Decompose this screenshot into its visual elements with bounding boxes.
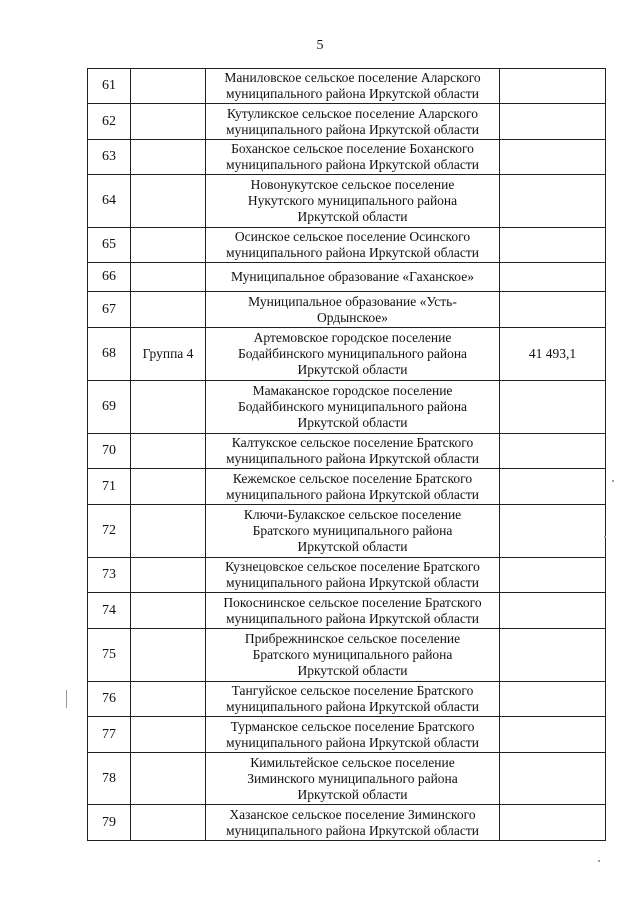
municipality-name (206, 629, 500, 682)
group-cell (131, 717, 206, 753)
row-number: 61 (88, 69, 131, 104)
row-number: 64 (88, 175, 131, 228)
group-cell (131, 805, 206, 841)
name-line: Турманское сельское поселение Братского (230, 718, 475, 734)
amount-cell (500, 381, 606, 434)
table-row (88, 593, 606, 629)
name-line: Калтукское сельское поселение Братского (231, 435, 474, 450)
group-cell (131, 104, 206, 140)
table-row (88, 228, 606, 263)
municipality-name (206, 263, 500, 292)
municipality-name (206, 469, 500, 505)
municipality-name (206, 175, 500, 228)
municipality-name (206, 753, 500, 805)
group-cell (131, 505, 206, 558)
name-line: Нукутского муниципального района (247, 193, 458, 208)
row-number: 69 (88, 381, 131, 434)
table-row (88, 263, 606, 292)
amount-cell (500, 263, 606, 292)
name-line: Ордынское» (316, 309, 388, 325)
row-number: 63 (88, 140, 131, 175)
name-line: Братского муниципального района (252, 647, 453, 662)
group-cell (131, 558, 206, 593)
table-row (88, 381, 606, 434)
name-line: муниципального района Иркутской области (225, 245, 480, 260)
municipality-name (206, 328, 500, 381)
amount-cell (500, 228, 606, 263)
name-line: муниципального района Иркутской области (225, 822, 480, 838)
name-line: муниципального района Иркутской области (225, 699, 480, 714)
municipality-name (206, 140, 500, 175)
municipality-name (206, 505, 500, 558)
municipality-name (206, 682, 500, 717)
group-cell (131, 175, 206, 228)
group-cell (131, 140, 206, 175)
name-line: Маниловское сельское поселение Аларского (224, 70, 481, 85)
row-number: 72 (88, 505, 131, 558)
name-line: Иркутской области (297, 786, 408, 802)
row-number: 71 (88, 469, 131, 505)
group-cell (131, 263, 206, 292)
name-line: Кимильтейское сельское поселение (250, 754, 455, 770)
name-line: Ключи-Булакское сельское поселение (243, 507, 462, 522)
row-number: 75 (88, 629, 131, 682)
table-row (88, 505, 606, 558)
row-number: 79 (88, 805, 131, 841)
name-line: муниципального района Иркутской области (225, 486, 480, 502)
group-cell (131, 69, 206, 104)
name-line: Зиминского муниципального района (247, 770, 458, 786)
group-cell (131, 682, 206, 717)
group-cell (131, 629, 206, 682)
amount-cell (500, 175, 606, 228)
amount-cell (500, 753, 606, 805)
name-line: Кузнецовское сельское поселение Братского (225, 559, 480, 574)
scan-mark (66, 690, 67, 708)
table-row (88, 805, 606, 841)
table-row (88, 434, 606, 469)
row-number: 78 (88, 753, 131, 805)
table-row (88, 753, 606, 805)
municipality-name (206, 558, 500, 593)
municipality-name (206, 228, 500, 263)
name-line: Иркутской области (297, 362, 408, 377)
municipality-name (206, 434, 500, 469)
municipality-table (87, 68, 606, 841)
name-line: Мамаканское городское поселение (252, 383, 453, 398)
table-row (88, 328, 606, 381)
amount-cell (500, 629, 606, 682)
table-row (88, 558, 606, 593)
name-line: Муниципальное образование «Гаханское» (231, 269, 474, 284)
name-line: Иркутской области (297, 415, 408, 430)
municipality-name (206, 69, 500, 104)
name-line: Кутуликское сельское поселение Аларского (227, 105, 478, 121)
group-cell (131, 228, 206, 263)
group-cell: Группа 4 (131, 328, 206, 381)
name-line: Кежемское сельское поселение Братского (232, 470, 473, 486)
group-cell (131, 434, 206, 469)
name-line: Иркутской области (297, 663, 408, 678)
row-number: 66 (88, 263, 131, 292)
name-line: Боханское сельское поселение Боханского (231, 141, 474, 156)
municipality-name (206, 593, 500, 629)
name-line: Бодайбинского муниципального района (237, 399, 468, 414)
name-line: Братского муниципального района (252, 523, 453, 538)
table-row (88, 104, 606, 140)
table-row (88, 175, 606, 228)
amount-cell (500, 469, 606, 505)
name-line: Осинское сельское поселение Осинского (234, 229, 471, 244)
row-number: 74 (88, 593, 131, 629)
name-line: Тангуйское сельское поселение Братского (231, 683, 474, 698)
row-number: 62 (88, 104, 131, 140)
name-line: Новонукутское сельское поселение (250, 177, 455, 192)
municipality-name (206, 292, 500, 328)
amount-cell (500, 140, 606, 175)
table-row (88, 292, 606, 328)
amount-cell (500, 717, 606, 753)
municipality-name (206, 381, 500, 434)
table-row (88, 682, 606, 717)
group-cell (131, 469, 206, 505)
name-line: Муниципальное образование «Усть- (248, 293, 457, 309)
table-row (88, 69, 606, 104)
name-line: Прибрежнинское сельское поселение (244, 631, 461, 646)
group-cell (131, 381, 206, 434)
municipality-name (206, 104, 500, 140)
row-number: 76 (88, 682, 131, 717)
name-line: Артемовское городское поселение (253, 330, 452, 345)
row-number: 65 (88, 228, 131, 263)
table-row (88, 469, 606, 505)
amount-cell (500, 593, 606, 629)
name-line: муниципального района Иркутской области (225, 610, 480, 626)
name-line: Иркутской области (297, 539, 408, 554)
name-line: Хазанское сельское поселение Зиминского (229, 806, 476, 822)
row-number: 70 (88, 434, 131, 469)
amount-cell (500, 805, 606, 841)
row-number: 73 (88, 558, 131, 593)
table-body (88, 69, 606, 841)
amount-cell (500, 682, 606, 717)
name-line: муниципального района Иркутской области (225, 734, 480, 750)
table-row (88, 629, 606, 682)
name-line: Покоснинское сельское поселение Братского (223, 594, 482, 610)
scan-mark (604, 536, 606, 538)
amount-cell (500, 434, 606, 469)
table-row (88, 140, 606, 175)
name-line: Бодайбинского муниципального района (237, 346, 468, 361)
group-cell (131, 753, 206, 805)
amount-cell (500, 104, 606, 140)
name-line: муниципального района Иркутской области (225, 121, 480, 137)
amount-cell (500, 558, 606, 593)
municipality-name (206, 717, 500, 753)
name-line: муниципального района Иркутской области (225, 575, 480, 590)
row-number: 77 (88, 717, 131, 753)
scan-mark (598, 860, 600, 862)
scan-mark (612, 480, 614, 482)
amount-cell (500, 292, 606, 328)
group-cell (131, 292, 206, 328)
municipality-name (206, 805, 500, 841)
amount-cell: 41 493,1 (500, 328, 606, 381)
group-cell (131, 593, 206, 629)
row-number: 68 (88, 328, 131, 381)
amount-cell (500, 505, 606, 558)
name-line: муниципального района Иркутской области (225, 157, 480, 172)
name-line: муниципального района Иркутской области (225, 451, 480, 466)
page-number: 5 (316, 38, 324, 53)
name-line: муниципального района Иркутской области (225, 86, 480, 101)
name-line: Иркутской области (297, 209, 408, 224)
row-number: 67 (88, 292, 131, 328)
amount-cell (500, 69, 606, 104)
table-row (88, 717, 606, 753)
